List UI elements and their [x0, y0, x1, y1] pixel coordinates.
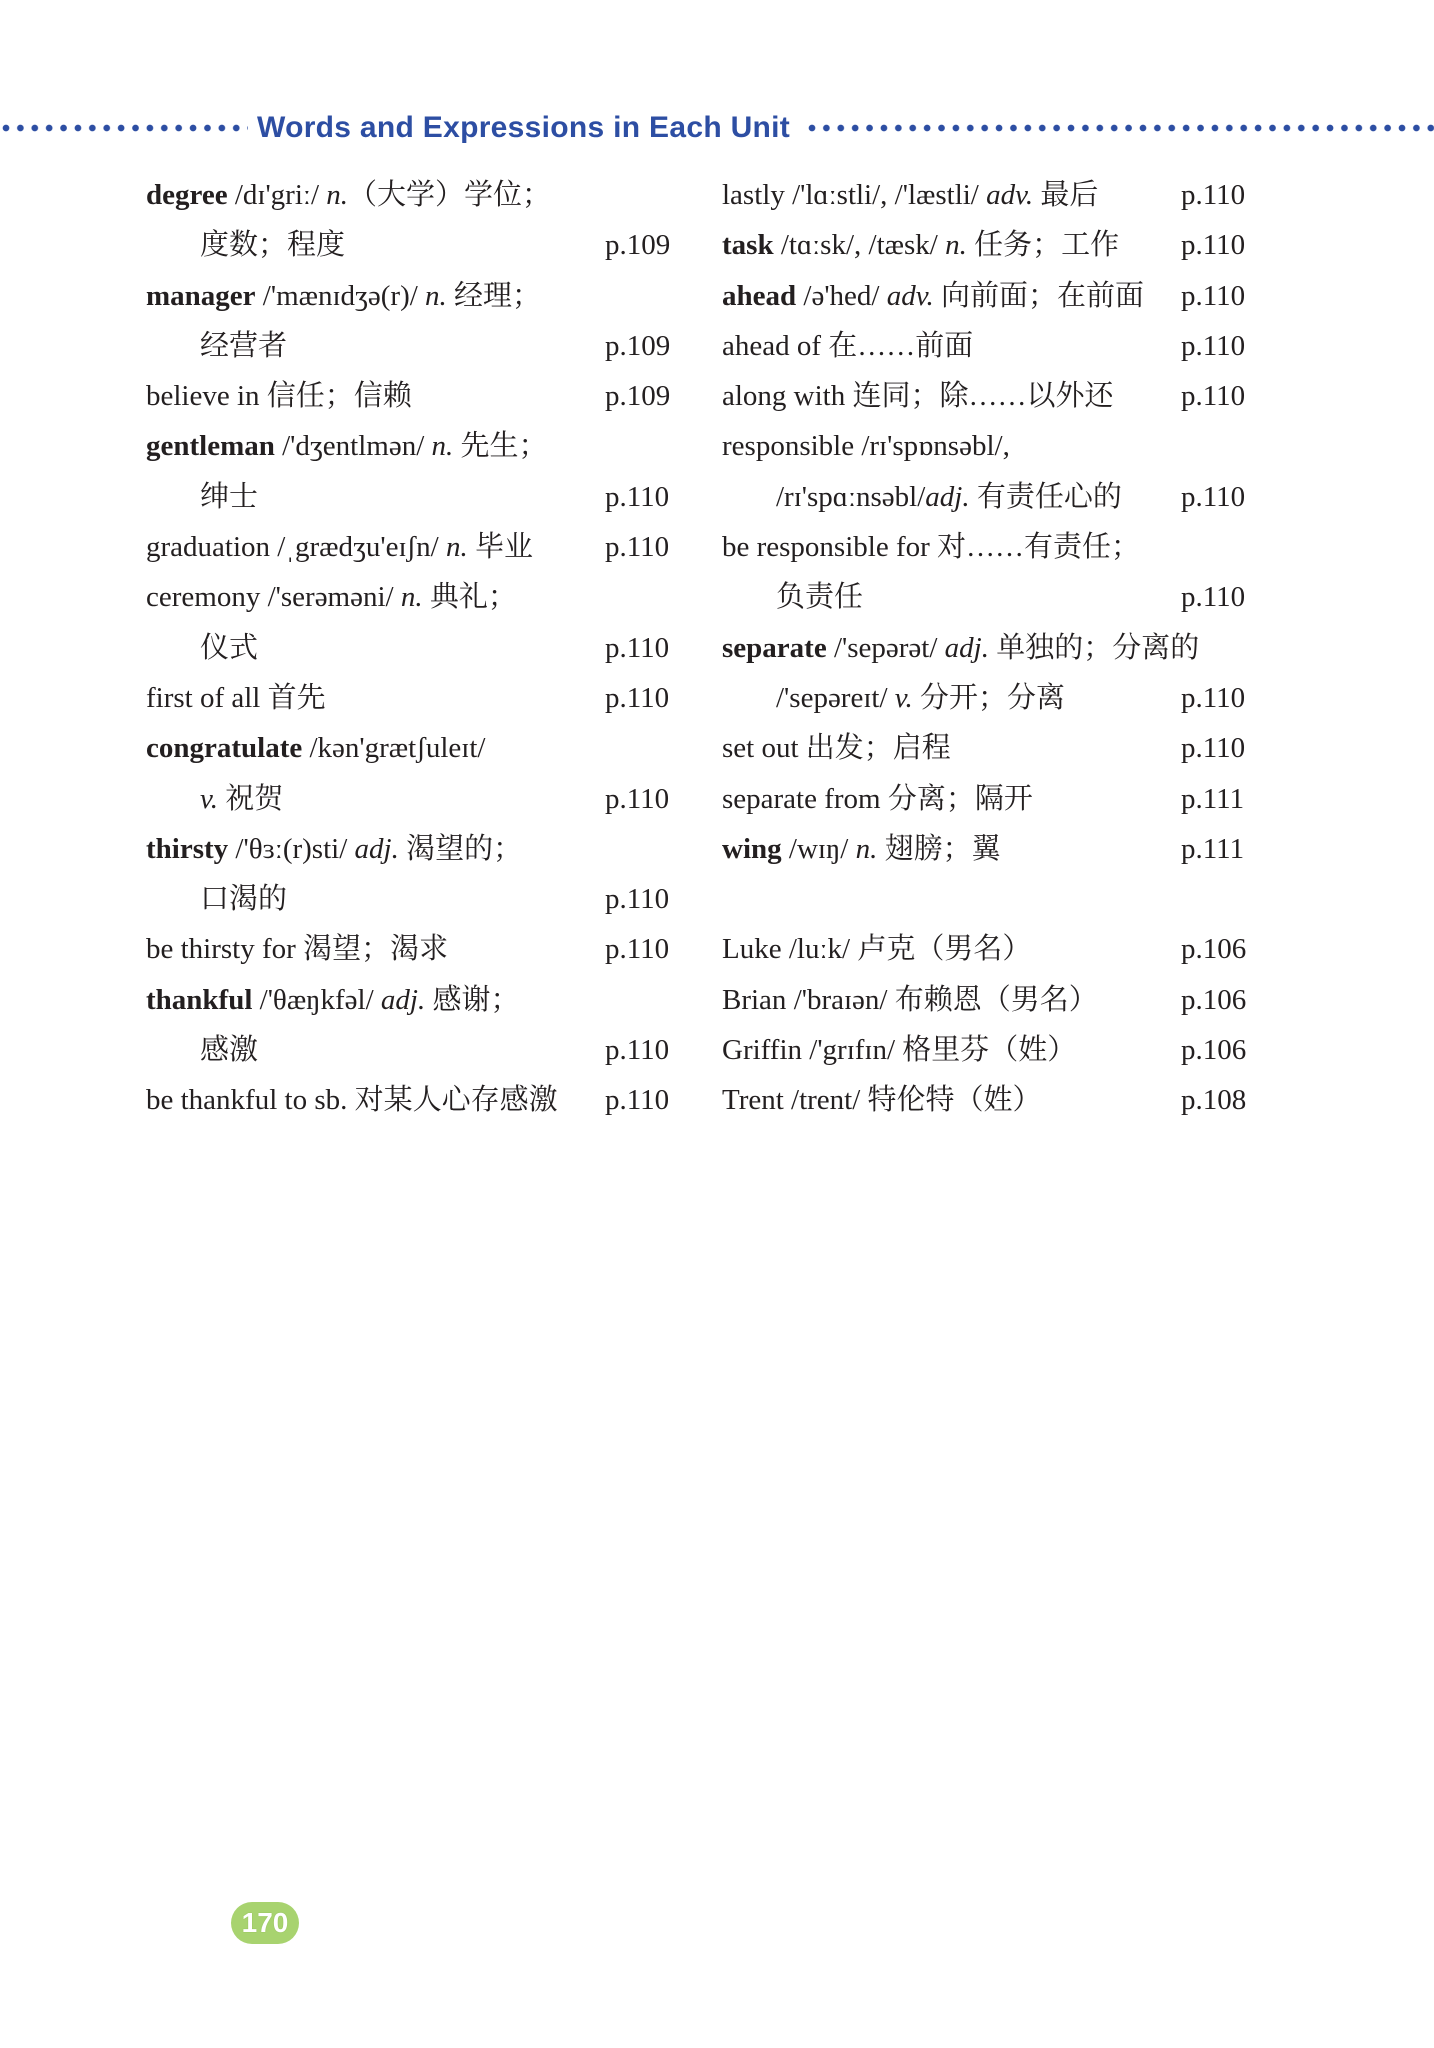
entry-page-ref: p.110	[1181, 329, 1246, 362]
entry-headword: along with	[722, 380, 846, 413]
vocab-entry	[722, 723, 1262, 773]
entry-phonetic: /'sepəreɪt/	[776, 681, 888, 714]
entry-page-ref: p.109	[605, 329, 671, 362]
entry-meaning: 首先	[267, 681, 326, 714]
vocab-entry	[722, 220, 1262, 270]
entry-part-of-speech: v.	[200, 782, 218, 815]
entry-meaning: 布赖恩（男名）	[894, 983, 1098, 1016]
entry-meaning: 最后	[1040, 179, 1099, 211]
vocab-column-left	[146, 170, 686, 1126]
entry-part-of-speech: n.	[945, 229, 967, 262]
entry-phonetic: /'mænɪdʒə(r)/	[262, 279, 418, 312]
entry-page-ref: p.110	[605, 631, 670, 664]
entry-page-ref: p.110	[605, 1034, 670, 1067]
entry-page-ref: p.110	[605, 782, 670, 815]
proper-name-entry	[722, 1025, 1262, 1075]
vocab-entry-continuation	[722, 572, 1262, 622]
entry-page-ref: p.108	[1181, 1084, 1247, 1117]
vocab-entry	[722, 321, 1262, 371]
entry-meaning: 分开；分离	[920, 681, 1066, 714]
entry-headword: Griffin	[722, 1034, 803, 1067]
vocab-entry	[146, 170, 686, 220]
entry-headword: be thirsty for	[146, 933, 296, 966]
vocab-entry-continuation	[146, 472, 686, 522]
vocab-entry	[722, 170, 1262, 220]
entry-phonetic: /kən'grætʃuleɪt/	[309, 732, 486, 765]
entry-headword: thirsty	[146, 832, 229, 865]
entry-meaning: 口渴的	[200, 883, 288, 916]
entry-headword: be responsible for	[722, 531, 930, 564]
entry-page-ref: p.110	[1181, 480, 1246, 513]
entry-phonetic: /tɑːsk/, /tæsk/	[780, 229, 938, 262]
entry-phonetic: /'braɪən/	[793, 983, 888, 1016]
entry-meaning: 任务；工作	[974, 229, 1120, 262]
entry-page-ref: p.110	[605, 933, 670, 966]
entry-part-of-speech: v.	[894, 681, 913, 714]
vocab-entry	[146, 371, 686, 421]
entry-meaning: 对某人心存感激	[354, 1084, 558, 1117]
entry-meaning: 有责任心的	[976, 480, 1122, 513]
entry-part-of-speech: adj.	[380, 983, 426, 1016]
entry-headword: ahead of	[722, 329, 822, 362]
entry-part-of-speech: adv.	[886, 279, 934, 312]
entry-page-ref: p.106	[1181, 983, 1247, 1016]
entry-page-ref: p.110	[1181, 732, 1246, 765]
entry-meaning: 绅士	[200, 480, 259, 513]
vocab-entry	[722, 774, 1262, 824]
entry-page-ref: p.110	[1181, 229, 1246, 262]
entry-meaning: 出发；启程	[805, 732, 951, 765]
entry-meaning: 毕业	[474, 531, 533, 564]
entry-phonetic: /'grɪfɪn/	[809, 1034, 896, 1067]
entry-meaning: 负责任	[776, 581, 864, 614]
vocab-entry	[146, 572, 686, 622]
entry-meaning: 仪式	[200, 631, 259, 664]
entry-meaning: 分离；隔开	[887, 782, 1033, 815]
entry-page-ref: p.110	[605, 883, 670, 916]
section-header	[0, 108, 1434, 148]
entry-meaning: 向前面；在前面	[940, 279, 1144, 312]
entry-headword: Brian	[722, 983, 787, 1016]
proper-name-entry	[722, 924, 1262, 974]
entry-headword: set out	[722, 732, 799, 765]
entry-phonetic: /'dʒentlmən/	[282, 430, 425, 463]
entry-headword: separate	[722, 631, 827, 664]
entry-phonetic: /wɪŋ/	[788, 832, 849, 865]
vocab-entry-continuation	[146, 774, 686, 824]
entry-phonetic: /luːk/	[788, 933, 851, 966]
entry-meaning: 信任；信赖	[266, 380, 412, 413]
entry-meaning: 先生；	[460, 430, 548, 463]
entry-phonetic: /rɪ'spɒnsəbl/,	[861, 430, 1010, 463]
entry-meaning: 典礼；	[429, 581, 517, 614]
vocab-entry	[146, 975, 686, 1025]
vocab-entry	[146, 673, 686, 723]
entry-page-ref: p.109	[605, 229, 671, 262]
entry-headword: wing	[722, 832, 782, 865]
entry-part-of-speech: adj.	[944, 631, 989, 664]
entry-part-of-speech: adv.	[986, 179, 1034, 211]
vocab-entry-continuation	[146, 321, 686, 371]
entry-headword: be thankful to sb.	[146, 1084, 348, 1117]
entry-phonetic: /ə'hed/	[803, 279, 880, 312]
entry-phonetic: /trent/	[791, 1084, 861, 1117]
entry-meaning: 在……前面	[828, 329, 974, 362]
entry-page-ref: p.110	[1181, 581, 1246, 614]
entry-page-ref: p.110	[605, 480, 670, 513]
entry-phonetic: /'θæŋkfəl/	[259, 983, 374, 1016]
entry-page-ref: p.110	[605, 681, 670, 714]
entry-headword: congratulate	[146, 732, 303, 765]
entry-meaning: 连同；除……以外还	[852, 380, 1114, 413]
entry-headword: manager	[146, 279, 256, 312]
entry-meaning: 格里芬（姓）	[902, 1034, 1077, 1067]
vocab-entry	[146, 522, 686, 572]
vocab-entry	[146, 1075, 686, 1125]
vocab-entry	[722, 421, 1262, 471]
entry-page-ref: p.110	[1181, 380, 1246, 413]
vocab-entry	[146, 421, 686, 471]
entry-page-ref: p.110	[605, 531, 670, 564]
list-spacer	[722, 874, 1262, 924]
entry-part-of-speech: n.	[431, 430, 454, 463]
vocab-entry	[146, 924, 686, 974]
entry-meaning: 特伦特（姓）	[867, 1084, 1042, 1117]
proper-name-entry	[722, 975, 1262, 1025]
entry-meaning: 渴望；渴求	[303, 933, 449, 966]
entry-page-ref: p.111	[1181, 782, 1245, 815]
vocab-entry-continuation	[722, 673, 1262, 723]
entry-phonetic: /ˌgrædʒu'eɪʃn/	[277, 531, 439, 564]
dotted-rule-right	[806, 122, 1434, 134]
vocab-entry	[722, 522, 1262, 572]
entry-meaning: 经理；	[454, 279, 542, 312]
entry-headword: task	[722, 229, 774, 262]
vocab-entry	[146, 723, 686, 773]
entry-meaning: 感激	[200, 1034, 259, 1067]
entry-meaning: 感谢；	[432, 983, 520, 1016]
entry-meaning: 经营者	[200, 329, 288, 362]
entry-headword: separate from	[722, 782, 881, 815]
entry-headword: responsible	[722, 430, 855, 463]
entry-part-of-speech: n.	[855, 832, 878, 865]
entry-phonetic: /dɪ'griː/	[234, 179, 320, 211]
entry-headword: lastly	[722, 179, 785, 211]
entry-part-of-speech: adj.	[925, 480, 970, 513]
dotted-rule-left	[0, 122, 248, 134]
entry-page-ref: p.110	[1181, 179, 1246, 211]
entry-headword: Trent	[722, 1084, 784, 1117]
vocab-entry	[722, 824, 1262, 874]
entry-part-of-speech: n.	[445, 531, 468, 564]
entry-headword: ahead	[722, 279, 797, 312]
entry-headword: degree	[146, 179, 228, 211]
vocab-entry-continuation	[146, 623, 686, 673]
entry-part-of-speech: n.	[400, 581, 423, 614]
vocab-entry	[146, 271, 686, 321]
entry-headword: gentleman	[146, 430, 275, 463]
vocab-column-right	[722, 170, 1262, 1126]
entry-headword: graduation	[146, 531, 271, 564]
entry-headword: ceremony	[146, 581, 261, 614]
entry-headword: believe in	[146, 380, 260, 413]
proper-name-entry	[722, 1075, 1262, 1125]
entry-part-of-speech: adj.	[354, 832, 399, 865]
entry-page-ref: p.106	[1181, 1034, 1247, 1067]
vocab-entry-continuation	[146, 220, 686, 270]
entry-phonetic: /rɪ'spɑːnsəbl/	[776, 480, 926, 513]
vocab-entry-continuation	[722, 472, 1262, 522]
vocab-entry	[722, 371, 1262, 421]
entry-meaning: 祝贺	[225, 782, 284, 815]
vocab-entry-continuation	[146, 1025, 686, 1075]
entry-part-of-speech: n.	[326, 179, 349, 211]
entry-meaning: 渴望的；	[406, 832, 523, 865]
page-number-badge: 170	[231, 1902, 299, 1944]
entry-headword: Luke	[722, 933, 782, 966]
entry-page-ref: p.111	[1181, 832, 1245, 865]
vocab-entry-continuation	[146, 874, 686, 924]
vocab-entry	[722, 623, 1262, 673]
entry-part-of-speech: n.	[425, 279, 447, 312]
entry-page-ref: p.106	[1181, 933, 1247, 966]
entry-page-ref: p.110	[605, 1084, 670, 1117]
entry-meaning: 度数；程度	[200, 229, 346, 262]
entry-meaning: （大学）学位；	[348, 179, 552, 211]
vocab-entry	[146, 824, 686, 874]
entry-meaning: 翅膀；翼	[884, 832, 1001, 865]
entry-phonetic: /'sepərət/	[833, 631, 938, 664]
entry-meaning: 卢克（男名）	[857, 933, 1032, 966]
entry-phonetic: /'θɜː(r)sti/	[235, 832, 348, 865]
entry-page-ref: p.109	[605, 380, 671, 413]
entry-meaning: 对……有责任；	[937, 531, 1141, 564]
entry-phonetic: /'lɑːstli/, /'læstli/	[792, 179, 979, 211]
entry-headword: thankful	[146, 983, 253, 1016]
entry-headword: first of all	[146, 681, 261, 714]
entry-page-ref: p.110	[1181, 681, 1246, 714]
section-title: Words and Expressions in Each Unit	[257, 111, 791, 144]
entry-meaning: 单独的；分离的	[996, 631, 1200, 664]
entry-page-ref: p.110	[1181, 279, 1246, 312]
vocab-entry	[722, 271, 1262, 321]
entry-phonetic: /'serəməni/	[267, 581, 394, 614]
